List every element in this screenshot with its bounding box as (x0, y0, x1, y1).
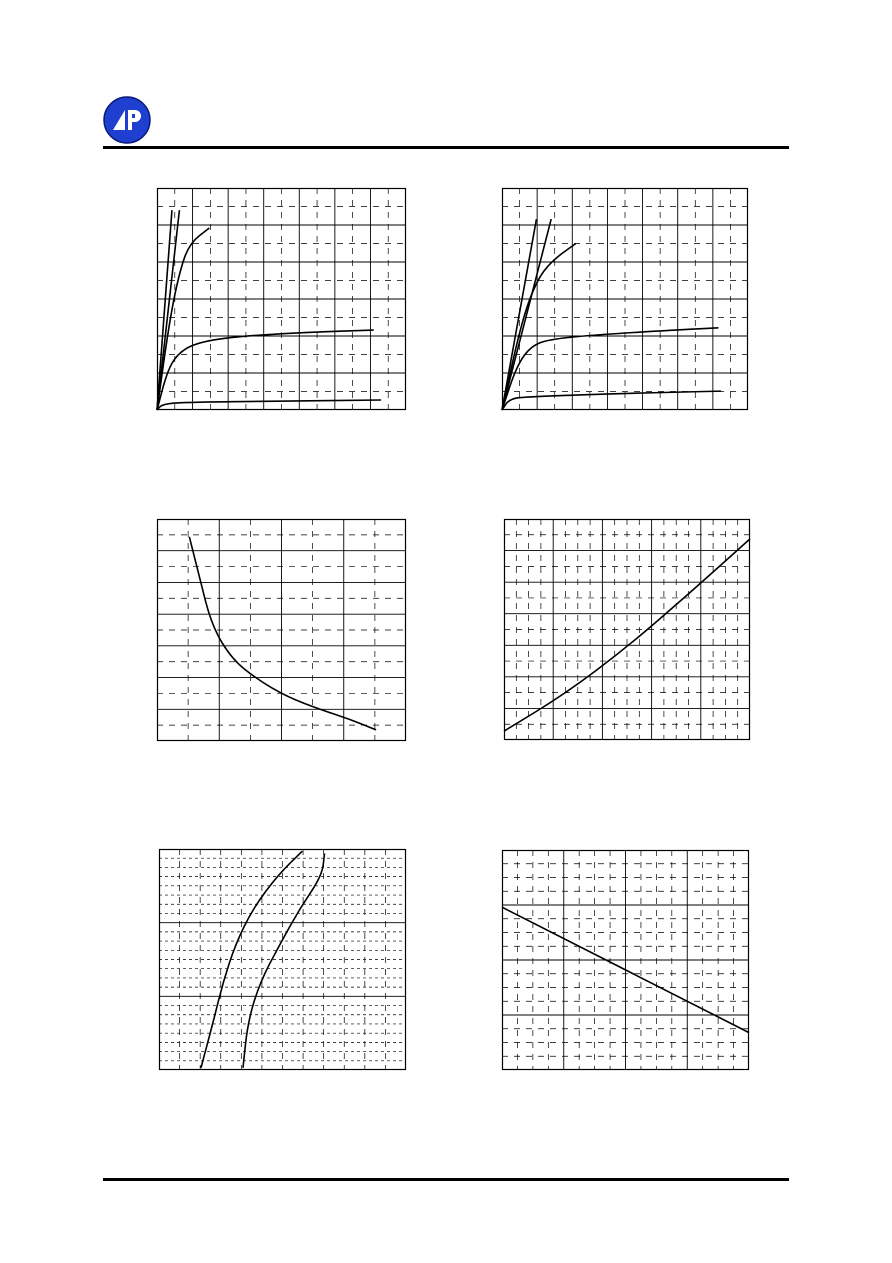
curve-steep-line (502, 219, 536, 410)
plot-svg (502, 850, 749, 1070)
chart-body-diode-forward (159, 849, 406, 1070)
curve-saturating (157, 330, 374, 410)
chart-threshold-vs-temperature (502, 850, 749, 1070)
plot-svg (504, 519, 750, 740)
header-rule (103, 146, 789, 149)
chart-output-characteristics-2 (502, 188, 748, 410)
plot-svg (157, 188, 406, 410)
curve-decay (189, 537, 376, 730)
curve-saturating (502, 328, 718, 410)
curve-flat-low (157, 400, 381, 410)
plot-svg (157, 519, 406, 741)
curve-flat-low (502, 391, 721, 410)
curve-steep-line (157, 210, 179, 410)
ap-logo (103, 96, 151, 144)
plot-svg (159, 849, 406, 1070)
plot-svg (502, 188, 748, 410)
chart-on-resistance-vs-gate-voltage (157, 519, 406, 741)
curve-steep-line (502, 219, 551, 410)
chart-output-characteristics-1 (157, 188, 406, 410)
chart-normalized-on-resistance (504, 519, 750, 740)
footer-rule (103, 1178, 789, 1181)
